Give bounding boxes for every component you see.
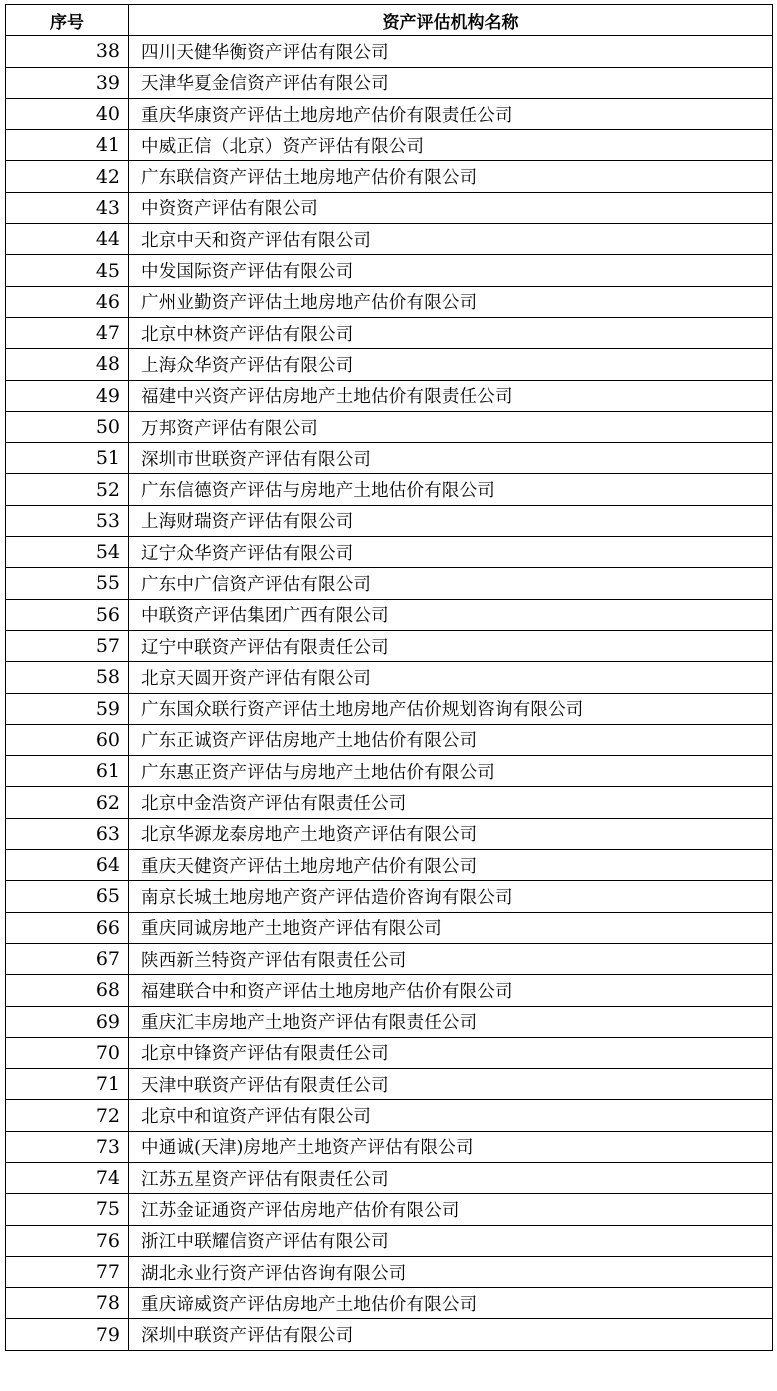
table-row — [6, 943, 773, 974]
table-row — [6, 224, 773, 255]
serial-number-cell: 70 — [6, 1037, 129, 1068]
table-row — [6, 912, 773, 943]
institution-name-cell: 江苏五星资产评估有限责任公司 — [129, 1162, 773, 1193]
table-row — [6, 850, 773, 881]
serial-number-cell: 66 — [6, 912, 129, 943]
institution-name-cell: 广东正诚资产评估房地产土地估价有限公司 — [129, 724, 773, 755]
serial-number-cell: 52 — [6, 474, 129, 505]
serial-number-cell: 48 — [6, 349, 129, 380]
table-header — [6, 5, 773, 36]
serial-number-cell: 43 — [6, 192, 129, 223]
institution-name-cell: 广东国众联行资产评估土地房地产估价规划咨询有限公司 — [129, 693, 773, 724]
institution-name-cell: 重庆谛威资产评估房地产土地估价有限公司 — [129, 1288, 773, 1319]
serial-number-cell: 74 — [6, 1162, 129, 1193]
appraisal-institutions-table — [5, 4, 773, 1351]
header-serial-number: 序号 — [6, 5, 129, 36]
table-row — [6, 474, 773, 505]
serial-number-cell: 39 — [6, 67, 129, 98]
table-row — [6, 130, 773, 161]
institution-name-cell: 辽宁中联资产评估有限责任公司 — [129, 630, 773, 661]
serial-number-cell: 61 — [6, 756, 129, 787]
institution-name-cell: 深圳市世联资产评估有限公司 — [129, 443, 773, 474]
institution-name-cell: 重庆同诚房地产土地资产评估有限公司 — [129, 912, 773, 943]
institution-name-cell: 广东惠正资产评估与房地产土地估价有限公司 — [129, 756, 773, 787]
table-row — [6, 1288, 773, 1319]
serial-number-cell: 72 — [6, 1100, 129, 1131]
table-row — [6, 724, 773, 755]
institution-name-cell: 重庆天健资产评估土地房地产估价有限公司 — [129, 850, 773, 881]
institution-name-cell: 天津华夏金信资产评估有限公司 — [129, 67, 773, 98]
serial-number-cell: 59 — [6, 693, 129, 724]
table-row — [6, 1037, 773, 1068]
table-row — [6, 975, 773, 1006]
table-row — [6, 1225, 773, 1256]
table-row — [6, 349, 773, 380]
institution-name-cell: 湖北永业行资产评估咨询有限公司 — [129, 1256, 773, 1287]
institution-name-cell: 北京中金浩资产评估有限责任公司 — [129, 787, 773, 818]
serial-number-cell: 54 — [6, 537, 129, 568]
table-row — [6, 411, 773, 442]
institution-name-cell: 北京天圆开资产评估有限公司 — [129, 662, 773, 693]
institution-name-cell: 中通诚(天津)房地产土地资产评估有限公司 — [129, 1131, 773, 1162]
serial-number-cell: 46 — [6, 286, 129, 317]
table-row — [6, 662, 773, 693]
serial-number-cell: 75 — [6, 1194, 129, 1225]
institution-name-cell: 重庆华康资产评估土地房地产估价有限责任公司 — [129, 98, 773, 129]
table-row — [6, 693, 773, 724]
serial-number-cell: 38 — [6, 36, 129, 67]
table-row — [6, 630, 773, 661]
serial-number-cell: 73 — [6, 1131, 129, 1162]
institution-name-cell: 北京中天和资产评估有限公司 — [129, 224, 773, 255]
serial-number-cell: 76 — [6, 1225, 129, 1256]
table-row — [6, 1319, 773, 1350]
serial-number-cell: 58 — [6, 662, 129, 693]
header-row — [6, 5, 773, 36]
table-row — [6, 1131, 773, 1162]
table-row — [6, 818, 773, 849]
institution-name-cell: 福建联合中和资产评估土地房地产估价有限公司 — [129, 975, 773, 1006]
institution-name-cell: 中资资产评估有限公司 — [129, 192, 773, 223]
institution-name-cell: 中联资产评估集团广西有限公司 — [129, 599, 773, 630]
serial-number-cell: 47 — [6, 317, 129, 348]
table-row — [6, 568, 773, 599]
institution-name-cell: 北京中林资产评估有限公司 — [129, 317, 773, 348]
table-row — [6, 161, 773, 192]
table-row — [6, 36, 773, 67]
serial-number-cell: 56 — [6, 599, 129, 630]
institution-name-cell: 广东中广信资产评估有限公司 — [129, 568, 773, 599]
serial-number-cell: 50 — [6, 411, 129, 442]
institution-name-cell: 北京中锋资产评估有限责任公司 — [129, 1037, 773, 1068]
table-row — [6, 255, 773, 286]
serial-number-cell: 67 — [6, 943, 129, 974]
table-row — [6, 286, 773, 317]
serial-number-cell: 77 — [6, 1256, 129, 1287]
table-row — [6, 317, 773, 348]
institution-name-cell: 北京中和谊资产评估有限公司 — [129, 1100, 773, 1131]
table-row — [6, 192, 773, 223]
institution-name-cell: 四川天健华衡资产评估有限公司 — [129, 36, 773, 67]
table-row — [6, 98, 773, 129]
institution-name-cell: 广州业勤资产评估土地房地产估价有限公司 — [129, 286, 773, 317]
serial-number-cell: 45 — [6, 255, 129, 286]
institution-name-cell: 中威正信（北京）资产评估有限公司 — [129, 130, 773, 161]
institution-name-cell: 重庆汇丰房地产土地资产评估有限责任公司 — [129, 1006, 773, 1037]
institution-name-cell: 陕西新兰特资产评估有限责任公司 — [129, 943, 773, 974]
header-institution-name: 资产评估机构名称 — [129, 5, 773, 36]
serial-number-cell: 55 — [6, 568, 129, 599]
table-row — [6, 67, 773, 98]
serial-number-cell: 68 — [6, 975, 129, 1006]
serial-number-cell: 42 — [6, 161, 129, 192]
table-row — [6, 756, 773, 787]
institution-name-cell: 上海众华资产评估有限公司 — [129, 349, 773, 380]
serial-number-cell: 62 — [6, 787, 129, 818]
table-row — [6, 380, 773, 411]
institution-name-cell: 中发国际资产评估有限公司 — [129, 255, 773, 286]
serial-number-cell: 51 — [6, 443, 129, 474]
institution-name-cell: 福建中兴资产评估房地产土地估价有限责任公司 — [129, 380, 773, 411]
serial-number-cell: 57 — [6, 630, 129, 661]
serial-number-cell: 65 — [6, 881, 129, 912]
serial-number-cell: 40 — [6, 98, 129, 129]
table-row — [6, 443, 773, 474]
serial-number-cell: 69 — [6, 1006, 129, 1037]
table-row — [6, 1256, 773, 1287]
serial-number-cell: 64 — [6, 850, 129, 881]
institution-name-cell: 深圳中联资产评估有限公司 — [129, 1319, 773, 1350]
serial-number-cell: 79 — [6, 1319, 129, 1350]
serial-number-cell: 63 — [6, 818, 129, 849]
institution-name-cell: 辽宁众华资产评估有限公司 — [129, 537, 773, 568]
table-row — [6, 881, 773, 912]
table-row — [6, 1100, 773, 1131]
institution-name-cell: 北京华源龙泰房地产土地资产评估有限公司 — [129, 818, 773, 849]
serial-number-cell: 71 — [6, 1069, 129, 1100]
table-row — [6, 599, 773, 630]
table-row — [6, 1162, 773, 1193]
serial-number-cell: 44 — [6, 224, 129, 255]
table-row — [6, 537, 773, 568]
serial-number-cell: 49 — [6, 380, 129, 411]
table-row — [6, 787, 773, 818]
table-row — [6, 1006, 773, 1037]
institution-name-cell: 广东联信资产评估土地房地产估价有限公司 — [129, 161, 773, 192]
institution-name-cell: 上海财瑞资产评估有限公司 — [129, 505, 773, 536]
serial-number-cell: 78 — [6, 1288, 129, 1319]
serial-number-cell: 53 — [6, 505, 129, 536]
table-body — [6, 36, 773, 1350]
serial-number-cell: 60 — [6, 724, 129, 755]
institution-name-cell: 江苏金证通资产评估房地产估价有限公司 — [129, 1194, 773, 1225]
institution-name-cell: 天津中联资产评估有限责任公司 — [129, 1069, 773, 1100]
institution-name-cell: 浙江中联耀信资产评估有限公司 — [129, 1225, 773, 1256]
serial-number-cell: 41 — [6, 130, 129, 161]
table-row — [6, 1069, 773, 1100]
table-row — [6, 1194, 773, 1225]
institution-name-cell: 万邦资产评估有限公司 — [129, 411, 773, 442]
institution-name-cell: 广东信德资产评估与房地产土地估价有限公司 — [129, 474, 773, 505]
institution-name-cell: 南京长城土地房地产资产评估造价咨询有限公司 — [129, 881, 773, 912]
table-row — [6, 505, 773, 536]
